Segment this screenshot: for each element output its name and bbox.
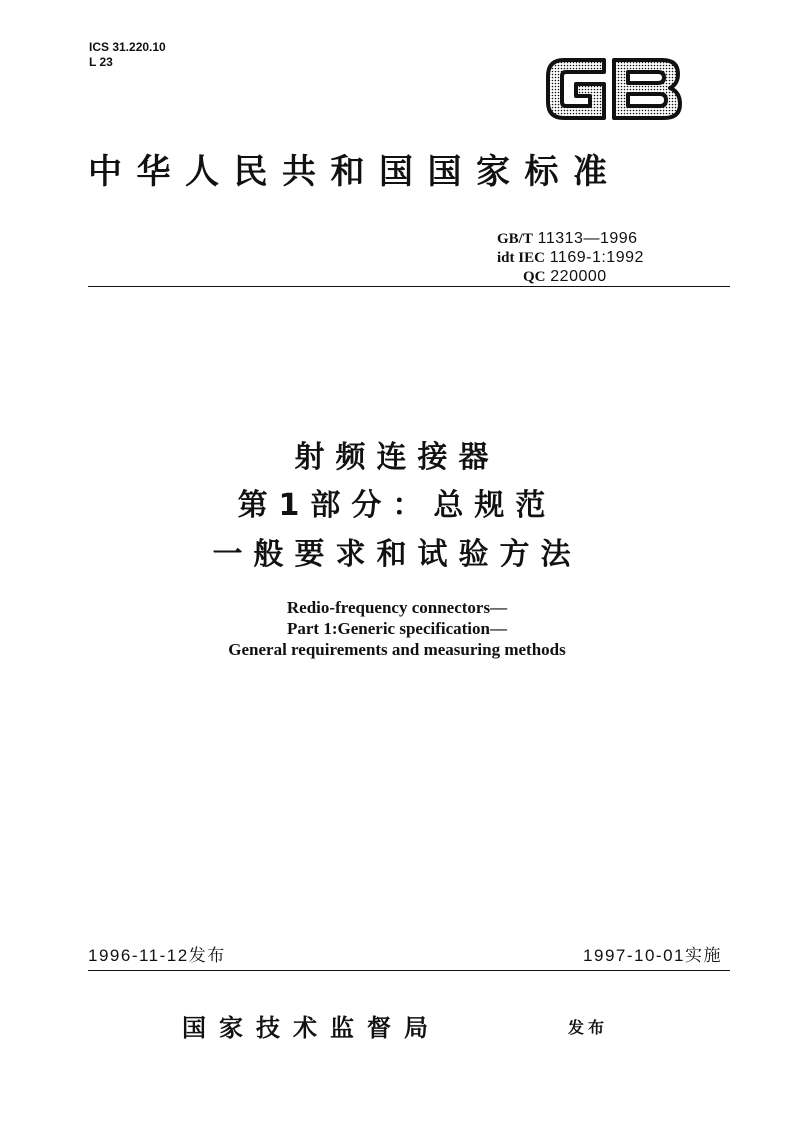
title-cn-line2: 第1部分：总规范: [237, 488, 557, 523]
l-code: L 23: [89, 55, 113, 69]
issue-date: 1996-11-12发布: [88, 946, 226, 965]
qc-number-row: [497, 267, 644, 286]
effective-date: 1997-10-01实施: [583, 946, 722, 965]
idt-number-row: [497, 248, 644, 267]
gb-logo-icon: [542, 52, 686, 124]
title-en-line1: Redio-frequency connectors—: [286, 598, 508, 617]
title-cn-line1: 射频连接器: [294, 440, 500, 475]
publisher-name: 国家技术监督局: [182, 1013, 441, 1042]
gbt-number-row: [497, 229, 644, 248]
qc-label: QC: [523, 269, 546, 285]
qc-value: 220000: [550, 268, 607, 285]
gbt-label: GB/T: [497, 231, 533, 247]
publish-label: 发布: [568, 1018, 609, 1037]
title-cn-line3: 一般要求和试验方法: [212, 537, 582, 572]
title-en-line3: General requirements and measuring methods: [228, 640, 566, 659]
title-en: [0, 597, 794, 660]
footer-divider: [88, 970, 730, 971]
standard-identifiers: [497, 229, 644, 286]
national-standard-heading: 中华人民共和国国家标准: [88, 152, 622, 192]
title-en-line2: Part 1:Generic specification—: [287, 619, 507, 638]
ics-code: ICS 31.220.10: [89, 40, 166, 54]
header-divider: [88, 286, 730, 287]
idt-value: 1169-1:1992: [549, 249, 644, 266]
idt-label: idt IEC: [497, 250, 545, 266]
classification-codes: [89, 40, 166, 70]
gbt-value: 11313—1996: [537, 230, 638, 247]
